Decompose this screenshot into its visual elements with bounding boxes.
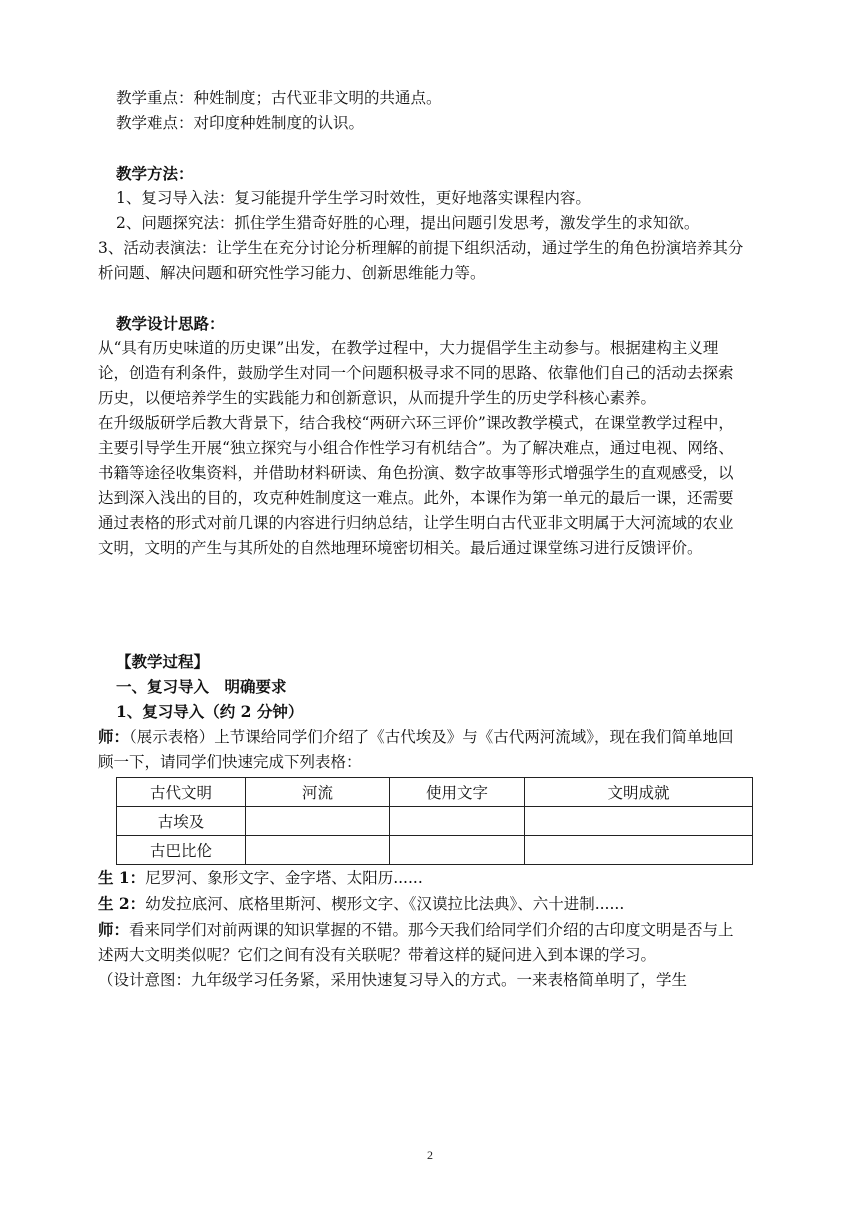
method-item-role-play xyxy=(98,236,748,286)
review-table xyxy=(116,777,753,865)
page-number: 2 xyxy=(427,1148,433,1162)
student-2-response xyxy=(98,891,748,917)
table-cell xyxy=(246,836,390,865)
section-1-1-heading: 1、复习导入（约 2 分钟） xyxy=(116,702,304,721)
table-header-river: 河流 xyxy=(246,778,390,807)
design-paragraph-2: 在升级版研学后教大背景下，结合我校“两研六环三评价”课改教学模式，在课堂教学过程中，主要引导学生开展“独立探究与小组合作性学习有机结合”。为了解决难点，通过电视、网络、书籍等途径收集资料，并借助材料研读、角色扮演、数字故事等形式增强学生的直观感受，以达到深入浅出的目的，攻克种姓制度这一难点。此外，本课作为第一单元的最后一课，还需要通过表格的形式对前几课的内容进行归纳总结，让学生明白古代亚非文明属于大河流域的农业文明，文明的产生与其所处的自然地理环境密切相关。最后通过课堂练习进行反馈评价。 xyxy=(98,414,734,557)
student-2-text: 幼发拉底河、底格里斯河、楔形文字、《汉谟拉比法典》、六十进制...... xyxy=(145,895,625,913)
method-item-inquiry: 2、问题探究法：抓住学生猎奇好胜的心理，提出问题引发思考，激发学生的求知欲。 xyxy=(116,214,700,232)
page-content xyxy=(98,86,748,993)
table-cell xyxy=(246,807,390,836)
table-header-row xyxy=(117,778,753,807)
table-header-script: 使用文字 xyxy=(390,778,525,807)
review-table-wrap xyxy=(116,777,748,865)
method-item-role-play-text: 3、活动表演法：让学生在充分讨论分析理解的前提下组织活动，通过学生的角色扮演培养其分析问题、解决问题和研究性学习能力、创新思维能力等。 xyxy=(98,239,744,282)
design-heading: 教学设计思路： xyxy=(116,314,225,333)
table-header-civilization: 古代文明 xyxy=(117,778,246,807)
table-cell: 古巴比伦 xyxy=(117,836,246,865)
method-item-review: 1、复习导入法：复习能提升学生学习时效性，更好地落实课程内容。 xyxy=(116,189,591,207)
table-cell xyxy=(390,836,525,865)
spacer xyxy=(116,136,748,161)
teacher-intro xyxy=(98,724,748,775)
process-heading: 【教学过程】 xyxy=(116,652,210,671)
methods-heading: 教学方法： xyxy=(116,164,194,183)
student-1-text: 尼罗河、象形文字、金字塔、太阳历...... xyxy=(145,869,423,887)
teacher-intro-text: （展示表格）上节课给同学们介绍了《古代埃及》与《古代两河流域》，现在我们简单地回顾一下，请同学们快速完成下列表格： xyxy=(98,728,734,771)
table-header-achievement: 文明成就 xyxy=(525,778,753,807)
table-cell xyxy=(525,836,753,865)
teacher-label: 师： xyxy=(98,727,130,746)
table-cell: 古埃及 xyxy=(117,807,246,836)
table-cell xyxy=(390,807,525,836)
student-1-label: 生 1： xyxy=(98,868,146,887)
teaching-focus: 教学重点：种姓制度；古代亚非文明的共通点。 xyxy=(116,89,442,107)
section-1-heading: 一、复习导入 明确要求 xyxy=(116,677,287,696)
teacher-follow-text: 看来同学们对前两课的知识掌握的不错。那今天我们给同学们介绍的古印度文明是否与上述两大文明类似呢？它们之间有没有关联呢？带着这样的疑问进入到本课的学习。 xyxy=(98,921,734,964)
table-row xyxy=(117,807,753,836)
teaching-difficulty: 教学难点：对印度种姓制度的认识。 xyxy=(116,114,365,132)
spacer xyxy=(116,561,748,649)
spacer xyxy=(116,286,748,311)
design-paragraph-1: 从“具有历史味道的历史课”出发，在教学过程中，大力提倡学生主动参与。根据建构主义理论，创造有利条件，鼓励学生对同一个问题积极寻求不同的思路、依靠他们自己的活动去探索历史，以便培养学生的实践能力和创新意识，从而提升学生的历史学科核心素养。 xyxy=(98,339,734,407)
design-note: （设计意图：九年级学习任务紧，采用快速复习导入的方式。一来表格简单明了，学生 xyxy=(98,972,688,989)
table-cell xyxy=(525,807,753,836)
table-row xyxy=(117,836,753,865)
teacher-follow-up xyxy=(98,917,748,968)
student-2-label: 生 2： xyxy=(98,894,146,913)
teacher-follow-label: 师： xyxy=(98,920,130,939)
student-1-response xyxy=(98,865,748,891)
